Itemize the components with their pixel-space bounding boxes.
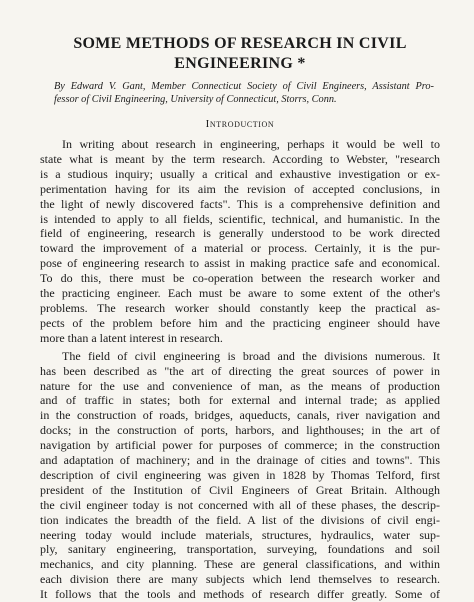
text-line: nature for the use and convenience of man, as the means of production <box>40 378 440 393</box>
text-line: the light of newly discovered facts". This is a comprehensive definition and <box>40 196 440 211</box>
text-line: is intended to apply to all fields, scientific, technical, and humanistic. In the <box>40 211 440 226</box>
text-line: neering today would include materials, structures, hydraulics, water sup- <box>40 527 440 542</box>
text-line: perimentation having for its aim the revision of accepted conclusions, in <box>40 181 440 196</box>
text-line: is a studious inquiry; usually a critical and exhaustive investigation or ex- <box>40 166 440 181</box>
text-line: pects of the problem before him and the practicing engineer should have <box>40 315 440 330</box>
section-heading: Introduction <box>205 118 275 130</box>
title-line-2: ENGINEERING * <box>174 55 306 72</box>
text-line: tion indicates the breadth of the field. A list of the divisions of civil engi- <box>40 512 440 527</box>
author-byline <box>54 80 434 106</box>
text-line: state what is meant by the term research. According to Webster, "research <box>40 151 440 166</box>
text-line: and adaptation of machinery; and in the drainage of cities and towns". This <box>40 453 440 468</box>
text-line: in the construction of roads, bridges, aqueducts, canals, river navigation and <box>40 408 440 423</box>
title-line-1: SOME METHODS OF RESEARCH IN CIVIL <box>73 35 407 52</box>
text-line: more than a latent interest in research. <box>40 330 223 345</box>
text-line: the civil engineer today is not concerned with all of these phases, the descrip- <box>40 497 440 512</box>
text-line: pose of engineering research to assist in making practice safe and economical. <box>40 256 440 271</box>
text-line: navigation by artificial power for purposes of commerce; in the construction <box>40 438 440 453</box>
text-line: In writing about research in engineering, perhaps it would be well to <box>62 137 440 151</box>
paragraph-2 <box>40 349 440 602</box>
text-line: field of engineering, research is generally understood to be work directed <box>40 226 440 241</box>
text-line: and of traffic in states; both for external and internal trade; as applied <box>40 393 440 408</box>
byline-line-1: By Edward V. Gant, Member Connecticut Society of Civil Engineers, Assistant Pro- <box>54 81 434 92</box>
text-line: It follows that the tools and methods of research differ greatly. Some of <box>40 587 440 602</box>
text-line: description of civil engineering was given in 1828 by Thomas Telford, first <box>40 467 440 482</box>
text-line: To do this, there must be co-operation between the research worker and <box>40 271 440 286</box>
paragraph-1 <box>40 137 440 346</box>
article-title <box>40 34 440 74</box>
text-line: ply, sanitary engineering, transportation, surveying, foundations and soil <box>40 542 440 557</box>
text-line: The field of civil engineering is broad and the divisions numerous. It <box>62 348 440 363</box>
text-line: toward the improvement of a material or process. Certainly, it is the pur- <box>40 241 440 256</box>
byline-line-2: fessor of Civil Engineering, University of Connecticut, Storrs, Conn. <box>54 94 337 105</box>
text-line: the practicing engineer. Each must be aware to some extent of the other's <box>40 286 440 301</box>
text-line: each division there are many subjects which lend themselves to research. <box>40 572 440 587</box>
text-line: docks; in the construction of ports, harbors, and lighthouses; in the art of <box>40 423 440 438</box>
text-line: problems. The research worker should constantly keep the practical as- <box>40 300 440 315</box>
text-line: has been described as "the art of directing the great sources of power in <box>40 363 440 378</box>
text-line: mechanics, and city planning. These are general classifications, and within <box>40 557 440 572</box>
text-line: president of the Institution of Civil Engineers of Great Britain. Although <box>40 482 440 497</box>
